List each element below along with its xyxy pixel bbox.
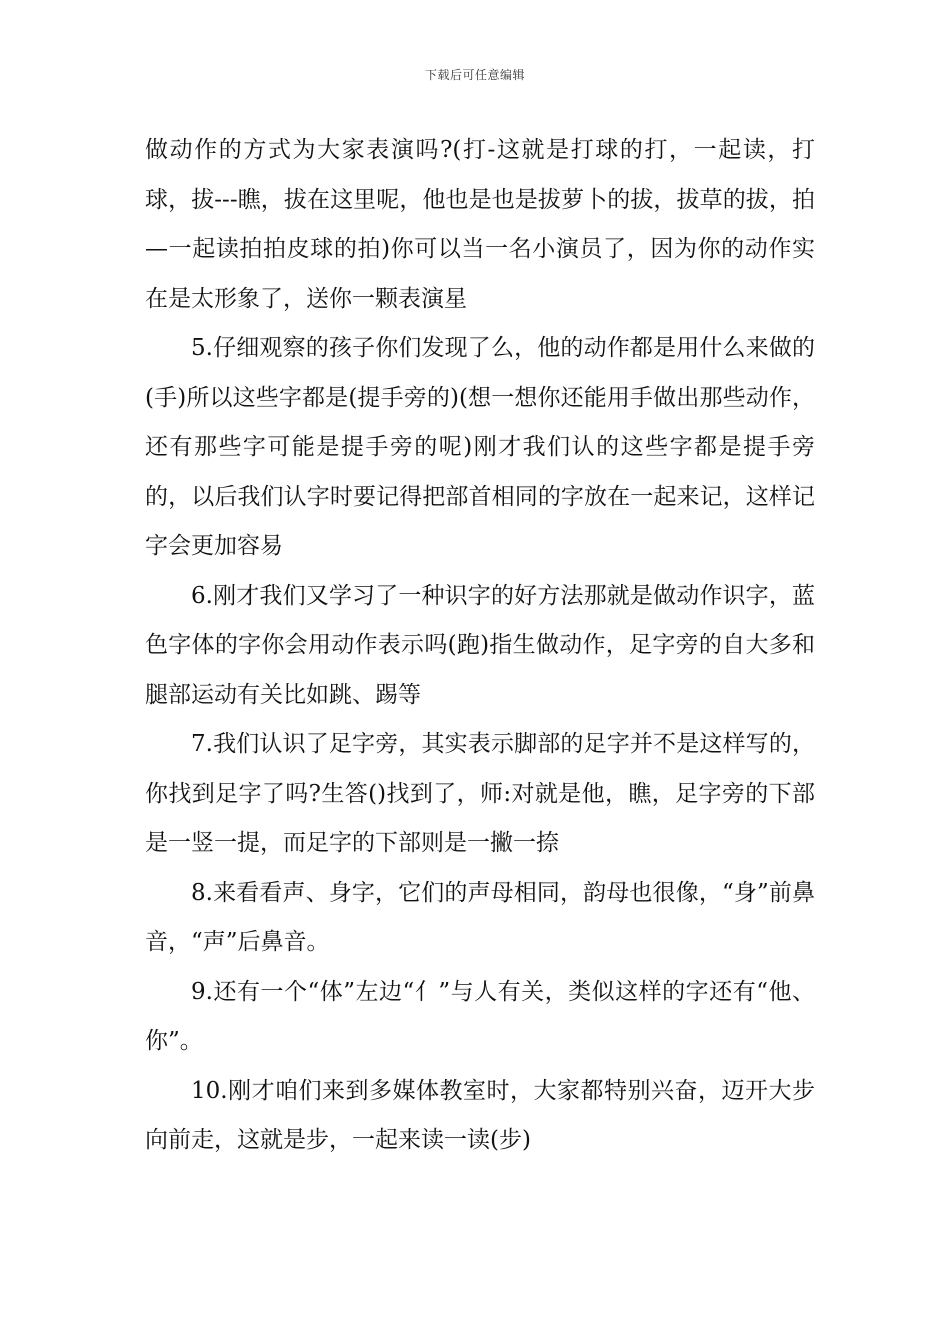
paragraph-continued: 做动作的方式为大家表演吗?(打-这就是打球的打，一起读，打球，拔---瞧，拔在这里呢，他也是也是拔萝卜的拔，拔草的拔，拍—一起读拍拍皮球的拍)你可以当一名小演员了，因为你的动作实在是太形象了，送你一颗表演星 — [145, 137, 815, 312]
paragraph-item-8: 8.来看看声、身字，它们的声母相同，韵母也很像，“身”前鼻音，“声”后鼻音。 — [145, 879, 815, 955]
paragraph-item-5: 5.仔细观察的孩子你们发现了么，他的动作都是用什么来做的(手)所以这些字都是(提手旁的)(想一想你还能用手做出那些动作，还有那些字可能是提手旁的呢)刚才我们认的这些字都是提手旁的，以后我们认字时要记得把部首相同的字放在一起来记，这样记字会更加容易 — [145, 335, 815, 559]
page-header-note: 下载后可任意编辑 — [424, 68, 525, 82]
paragraph-item-9: 9.还有一个“体”左边“亻”与人有关，类似这样的字还有“他、你”。 — [145, 978, 815, 1054]
paragraph-item-6: 6.刚才我们又学习了一种识字的好方法那就是做动作识字，蓝色字体的字你会用动作表示吗(跑)指生做动作，足字旁的自大多和腿部运动有关比如跳、踢等 — [145, 582, 815, 708]
document-body — [145, 126, 815, 1166]
paragraph-item-10: 10.刚才咱们来到多媒体教室时，大家都特别兴奋，迈开大步向前走，这就是步，一起来读一读(步) — [145, 1077, 815, 1153]
paragraph-item-7: 7.我们认识了足字旁，其实表示脚部的足字并不是这样写的，你找到足字了吗?生答()找到了，师:对就是他，瞧，足字旁的下部是一竖一提，而足字的下部则是一撇一捺 — [145, 731, 815, 856]
